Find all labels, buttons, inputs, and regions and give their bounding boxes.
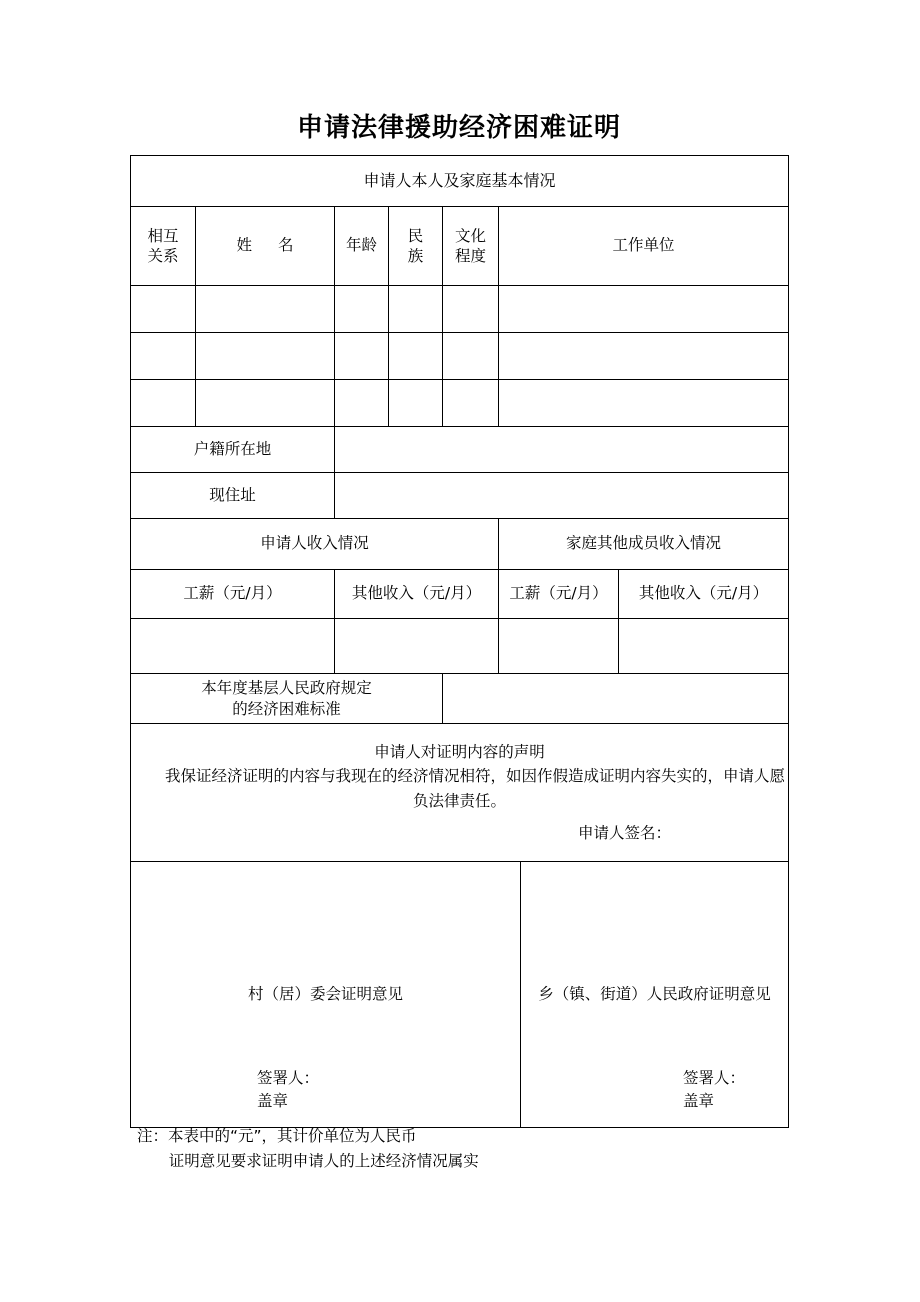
declaration-body: 我保证经济证明的内容与我现在的经济情况相符，如因作假造成证明内容失实的，申请人愿负法律责任。 <box>164 767 785 810</box>
opinion-village-seal-label[interactable]: 盖章 <box>257 1091 289 1110</box>
table-row-income-headers <box>131 570 789 619</box>
cell-age[interactable] <box>335 333 389 380</box>
label-hardship-standard <box>131 674 443 724</box>
column-header-ethnicity-line1: 民 <box>407 226 424 245</box>
table-row <box>131 333 789 380</box>
cell-ethnicity[interactable] <box>389 286 443 333</box>
column-header-relation <box>131 207 196 286</box>
economic-hardship-form-table <box>130 155 789 1128</box>
column-header-name-part1: 姓 <box>236 236 252 255</box>
field-family-salary[interactable] <box>499 619 619 674</box>
table-row-current-address <box>131 473 789 519</box>
table-row-declaration <box>131 724 789 862</box>
column-header-ethnicity <box>389 207 443 286</box>
field-applicant-other-income[interactable] <box>335 619 499 674</box>
column-header-ethnicity-line2: 族 <box>407 247 424 265</box>
table-row-income-groups <box>131 519 789 570</box>
opinion-village-committee <box>131 862 521 1128</box>
column-header-age: 年龄 <box>335 207 389 286</box>
cell-workplace[interactable] <box>499 333 789 380</box>
footer-notes <box>137 1124 797 1174</box>
field-applicant-salary[interactable] <box>131 619 335 674</box>
table-row-registered-residence <box>131 427 789 473</box>
section-banner-basic-info: 申请人本人及家庭基本情况 <box>131 156 789 207</box>
label-registered-residence: 户籍所在地 <box>131 427 335 473</box>
cell-ethnicity[interactable] <box>389 380 443 427</box>
opinion-village-signer-label[interactable]: 签署人： <box>257 1068 320 1087</box>
table-row-opinions <box>131 862 789 1128</box>
cell-name[interactable] <box>196 333 335 380</box>
field-family-other-income[interactable] <box>619 619 789 674</box>
declaration-signature-label[interactable]: 申请人签名： <box>577 823 671 842</box>
field-hardship-standard[interactable] <box>443 674 789 724</box>
group-header-applicant-income: 申请人收入情况 <box>131 519 499 570</box>
table-row-hardship-standard <box>131 674 789 724</box>
column-header-name <box>196 207 335 286</box>
cell-relation[interactable] <box>131 286 196 333</box>
page-title: 申请法律援助经济困难证明 <box>296 113 621 143</box>
footer-note-currency: 注：本表中的“元”，其计价单位为人民币 <box>137 1127 417 1145</box>
label-hardship-standard-line1: 本年度基层人民政府规定 <box>201 679 372 698</box>
footer-note-verification: 证明意见要求证明申请人的上述经济情况属实 <box>168 1152 479 1171</box>
cell-age[interactable] <box>335 286 389 333</box>
column-header-education-line1: 文化 <box>454 226 486 245</box>
cell-name[interactable] <box>196 286 335 333</box>
column-header-name-part2: 名 <box>278 236 294 255</box>
opinion-township-government <box>521 862 789 1128</box>
cell-workplace[interactable] <box>499 380 789 427</box>
cell-ethnicity[interactable] <box>389 333 443 380</box>
table-row-income-values <box>131 619 789 674</box>
table-row-banner <box>131 156 789 207</box>
table-row-column-headers <box>131 207 789 286</box>
table-row <box>131 380 789 427</box>
opinion-township-seal-label[interactable]: 盖章 <box>683 1091 715 1110</box>
column-header-workplace: 工作单位 <box>499 207 789 286</box>
column-header-family-salary: 工薪（元/月） <box>499 570 619 619</box>
column-header-education-line2: 程度 <box>454 247 486 265</box>
column-header-applicant-salary: 工薪（元/月） <box>131 570 335 619</box>
cell-name[interactable] <box>196 380 335 427</box>
opinion-village-signature-block <box>257 1067 319 1114</box>
column-header-relation-line2: 关系 <box>147 247 179 265</box>
cell-workplace[interactable] <box>499 286 789 333</box>
cell-relation[interactable] <box>131 380 196 427</box>
group-header-family-income: 家庭其他成员收入情况 <box>499 519 789 570</box>
opinion-township-signature-block <box>683 1067 745 1114</box>
column-header-education <box>443 207 499 286</box>
opinion-village-heading: 村（居）委会证明意见 <box>247 984 403 1003</box>
declaration-heading: 申请人对证明内容的声明 <box>374 743 545 762</box>
opinion-township-heading: 乡（镇、街道）人民政府证明意见 <box>538 984 771 1003</box>
column-header-applicant-other-income: 其他收入（元/月） <box>335 570 499 619</box>
cell-education[interactable] <box>443 380 499 427</box>
opinion-township-signer-label[interactable]: 签署人： <box>683 1068 746 1087</box>
cell-age[interactable] <box>335 380 389 427</box>
column-header-relation-line1: 相互 <box>147 226 179 245</box>
field-registered-residence[interactable] <box>335 427 789 473</box>
field-current-address[interactable] <box>335 473 789 519</box>
label-current-address: 现住址 <box>131 473 335 519</box>
cell-relation[interactable] <box>131 333 196 380</box>
table-row <box>131 286 789 333</box>
label-hardship-standard-line2: 的经济困难标准 <box>232 699 341 718</box>
declaration-section <box>131 724 789 862</box>
column-header-family-other-income: 其他收入（元/月） <box>619 570 789 619</box>
cell-education[interactable] <box>443 286 499 333</box>
cell-education[interactable] <box>443 333 499 380</box>
